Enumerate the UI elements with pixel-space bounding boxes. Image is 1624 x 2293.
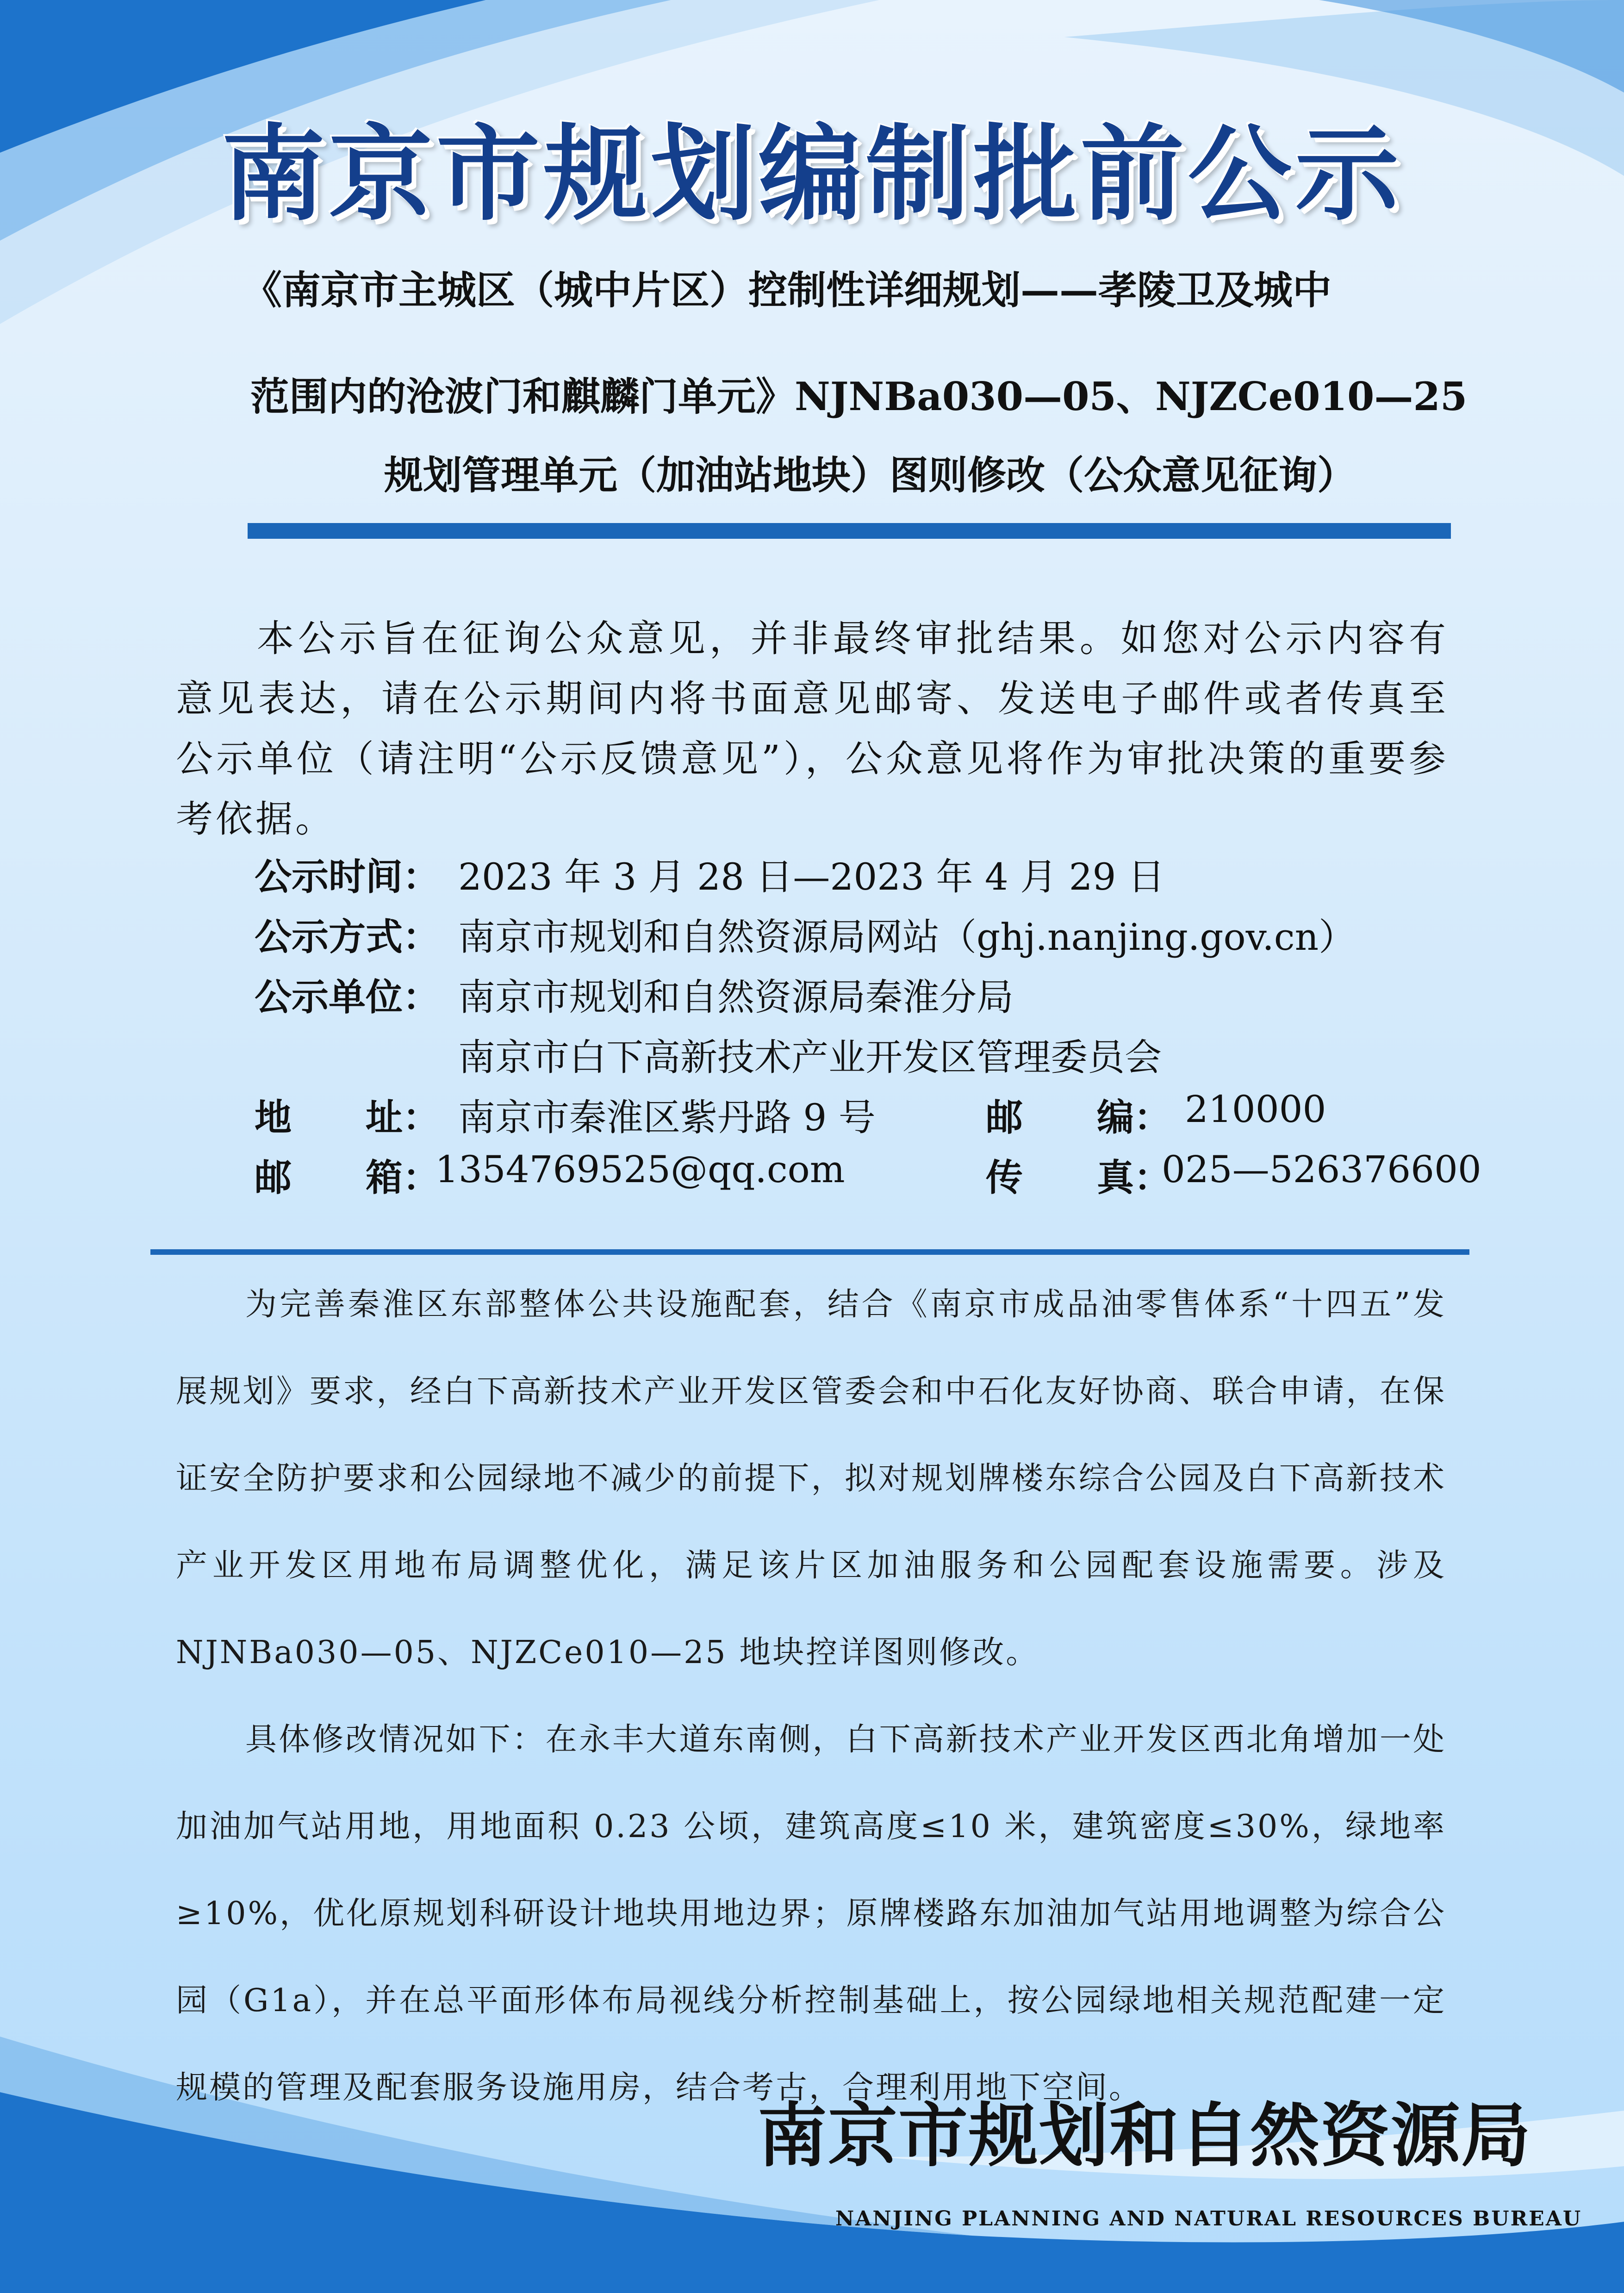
fax-label: 传 真： (986, 1156, 1171, 1199)
method-value: 南京市规划和自然资源局网站（ghj.nanjing.gov.cn） (458, 916, 1356, 959)
body-paragraph-2: 具体修改情况如下：在永丰大道东南侧，白下高新技术产业开发区西北角增加一处加油加气站用地，用地面积 0.23 公顷，建筑高度≤10 米，建筑密度≤30%，绿地率≥10%，优化原规划科研设计地块用地边界；原牌楼路东加油加气站用地调整为综合公园（G1a），并在总平面形体布局视线分析控制基础上，按公园绿地相关规范配建一定规模的管理及配套服务设施用房，结合考古，合理利用地下空间。 (176, 1721, 1446, 2106)
method-label: 公示方式： (255, 916, 440, 959)
address-label: 地 址： (255, 1096, 440, 1139)
fax-value: 025—526376600 (1162, 1148, 1481, 1191)
body-paragraph-1: 为完善秦淮区东部整体公共设施配套，结合《南京市成品油零售体系“十四五”发展规划》要求，经白下高新技术产业开发区管委会和中石化友好协商、联合申请，在保证安全防护要求和公园绿地不减少的前提下，拟对规划牌楼东综合公园及白下高新技术产业开发区用地布局调整优化，满足该片区加油服务和公园配套设施需要。涉及 NJNBa030—05、NJZCe010—25 地块控详图则修改。 (176, 1286, 1446, 1671)
section-divider (150, 1249, 1469, 1255)
postcode-label: 邮 编： (986, 1096, 1171, 1139)
unit-label: 公示单位： (255, 976, 440, 1019)
title-divider (248, 523, 1451, 539)
subtitle-line-3: 规划管理单元（加油站地块）图则修改（公众意见征询） (384, 452, 1356, 498)
bureau-name: 南京市规划和自然资源局 (757, 2096, 1531, 2176)
email-value: 1354769525@qq.com (435, 1148, 845, 1191)
time-value: 2023 年 3 月 28 日—2023 年 4 月 29 日 (458, 855, 1165, 898)
subtitle-line-2: 范围内的沧波门和麒麟门单元》NJNBa030—05、NJZCe010—25 (250, 374, 1468, 419)
subtitle-line-1: 《南京市主城区（城中片区）控制性详细规划——孝陵卫及城中 (243, 267, 1332, 313)
address-value: 南京市秦淮区紫丹路 9 号 (458, 1096, 876, 1139)
postcode-value: 210000 (1185, 1088, 1326, 1131)
unit-value-1: 南京市规划和自然资源局秦淮分局 (458, 976, 1014, 1019)
page-title: 南京市规划编制批前公示 (221, 114, 1403, 235)
notice-paragraph: 本公示旨在征询公众意见，并非最终审批结果。如您对公示内容有意见表达，请在公示期间内将书面意见邮寄、发送电子邮件或者传真至公示单位（请注明“公示反馈意见”），公众意见将作为审批决策的重要参考依据。 (176, 617, 1449, 841)
unit-value-2: 南京市白下高新技术产业开发区管理委员会 (458, 1036, 1162, 1079)
email-label: 邮 箱： (255, 1156, 440, 1199)
time-label: 公示时间： (255, 855, 440, 898)
bureau-name-en: NANJING PLANNING AND NATURAL RESOURCES BUREAU (835, 2207, 1582, 2231)
